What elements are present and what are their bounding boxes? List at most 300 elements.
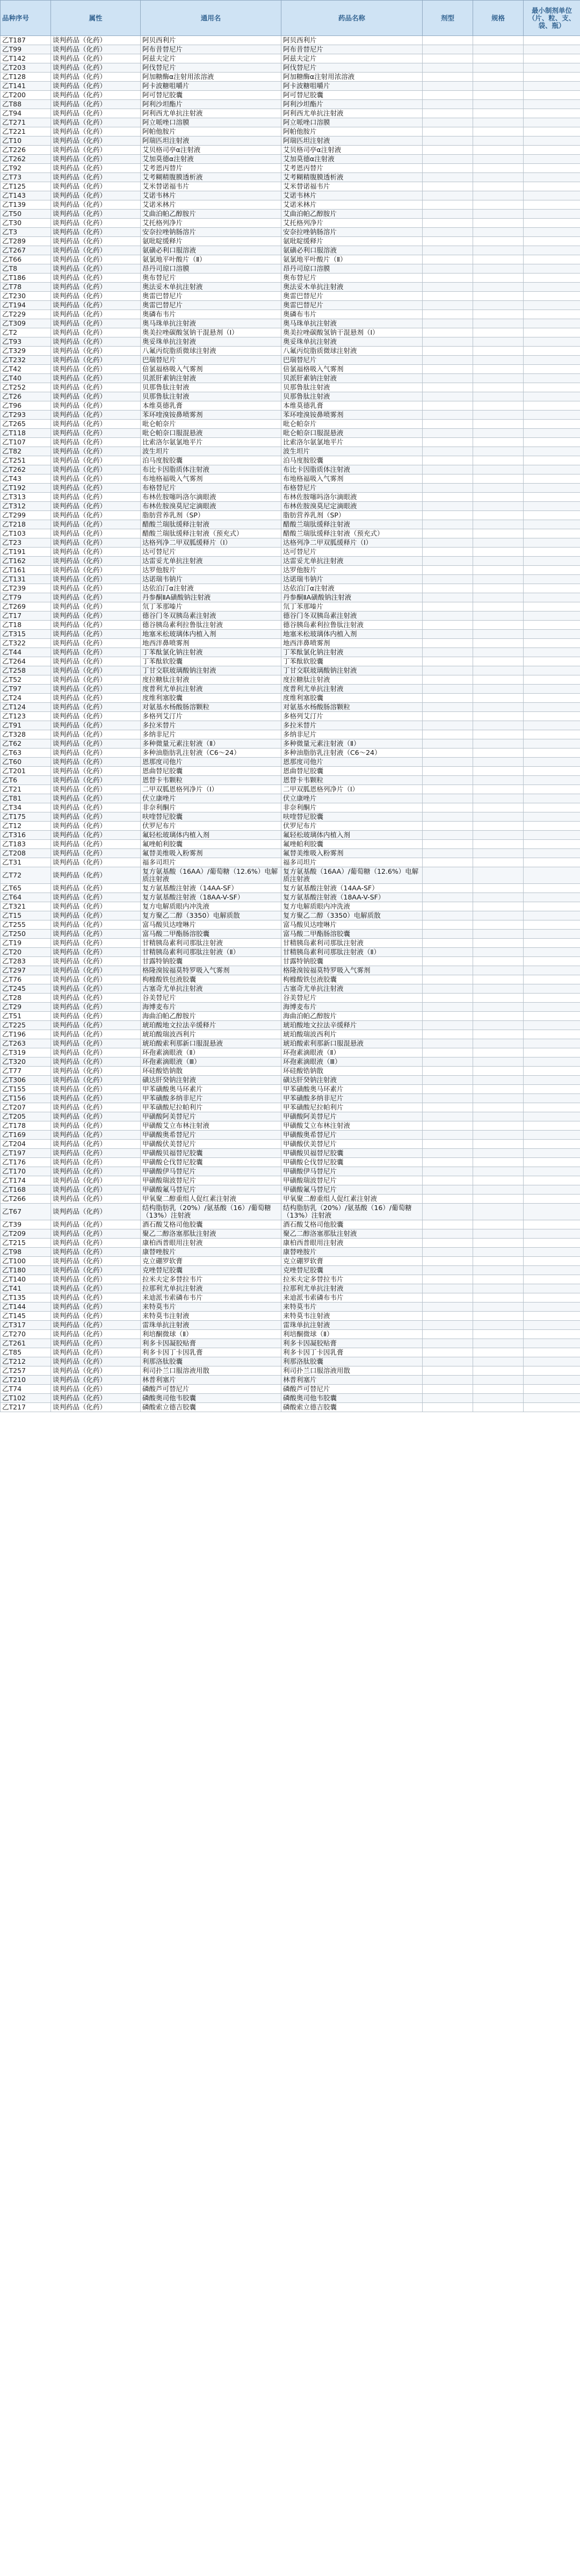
cell-specification — [473, 920, 524, 930]
cell-specification — [473, 274, 524, 283]
cell-dosage-form — [423, 511, 473, 520]
cell-specification — [473, 930, 524, 939]
cell-code: 乙T43 — [1, 474, 51, 484]
cell-generic-name: 阿兹夫定片 — [141, 54, 281, 63]
cell-attribute: 谈判药品（化药） — [51, 429, 141, 438]
cell-generic-name: 艾考恩丙替片 — [141, 164, 281, 173]
cell-min-unit — [524, 529, 580, 538]
table-row — [1, 858, 580, 867]
cell-attribute: 谈判药品（化药） — [51, 1176, 141, 1185]
cell-code: 乙T102 — [1, 1394, 51, 1403]
cell-min-unit — [524, 767, 580, 776]
cell-code: 乙T39 — [1, 1220, 51, 1229]
cell-min-unit — [524, 893, 580, 902]
cell-dosage-form — [423, 1366, 473, 1376]
cell-min-unit — [524, 1339, 580, 1348]
cell-code: 乙T191 — [1, 548, 51, 557]
cell-min-unit — [524, 392, 580, 401]
cell-code: 乙T225 — [1, 1021, 51, 1030]
cell-min-unit — [524, 1357, 580, 1366]
table-row — [1, 1103, 580, 1112]
cell-generic-name: 甲苯磺酸多纳非尼片 — [141, 1094, 281, 1103]
cell-code: 乙T197 — [1, 1149, 51, 1158]
cell-drug-name: 林普利塞片 — [281, 1376, 423, 1385]
cell-attribute: 谈判药品（化药） — [51, 520, 141, 529]
cell-drug-name: 磷酸奥司他韦胶囊 — [281, 1394, 423, 1403]
cell-generic-name: 艾诺韦林片 — [141, 191, 281, 200]
cell-specification — [473, 465, 524, 474]
cell-specification — [473, 118, 524, 127]
cell-generic-name: 恩曲替尼胶囊 — [141, 767, 281, 776]
cell-dosage-form — [423, 319, 473, 328]
cell-attribute: 谈判药品（化药） — [51, 1003, 141, 1012]
cell-dosage-form — [423, 237, 473, 246]
cell-specification — [473, 474, 524, 484]
cell-drug-name: 古塞奇尤单抗注射液 — [281, 984, 423, 994]
cell-specification — [473, 767, 524, 776]
cell-attribute: 谈判药品（化药） — [51, 401, 141, 411]
cell-specification — [473, 328, 524, 337]
cell-attribute: 谈判药品（化药） — [51, 767, 141, 776]
cell-specification — [473, 975, 524, 984]
cell-code: 乙T66 — [1, 255, 51, 264]
table-row — [1, 1039, 580, 1048]
cell-attribute: 谈判药品（化药） — [51, 785, 141, 794]
cell-specification — [473, 1376, 524, 1385]
cell-code: 乙T88 — [1, 100, 51, 109]
table-row — [1, 374, 580, 383]
cell-generic-name: 康替唑胺片 — [141, 1248, 281, 1257]
cell-code: 乙T94 — [1, 109, 51, 118]
cell-drug-name: 阿加糖酶α注射用浓溶液 — [281, 73, 423, 82]
cell-specification — [473, 822, 524, 831]
cell-code: 乙T205 — [1, 1112, 51, 1121]
cell-min-unit — [524, 1204, 580, 1220]
cell-dosage-form — [423, 292, 473, 301]
cell-code: 乙T8 — [1, 264, 51, 274]
cell-drug-name: 奥美拉唑碳酸氢钠干混悬剂（Ⅰ） — [281, 328, 423, 337]
cell-dosage-form — [423, 911, 473, 920]
cell-drug-name: 琥珀酸地文拉法辛缓释片 — [281, 1021, 423, 1030]
cell-specification — [473, 447, 524, 456]
cell-generic-name: 恩替卡韦颗粒 — [141, 776, 281, 785]
table-row — [1, 1303, 580, 1312]
cell-dosage-form — [423, 456, 473, 465]
cell-attribute: 谈判药品（化药） — [51, 255, 141, 264]
cell-attribute: 谈判药品（化药） — [51, 456, 141, 465]
cell-drug-name: 倍氯福格吸入气雾剂 — [281, 365, 423, 374]
cell-drug-name: 波生坦片 — [281, 447, 423, 456]
table-row — [1, 319, 580, 328]
cell-drug-name: 阿可替尼胶囊 — [281, 91, 423, 100]
cell-generic-name: 丁甘交联玻璃酸钠注射液 — [141, 666, 281, 675]
cell-specification — [473, 548, 524, 557]
cell-drug-name: 琥珀酸索利那新口服混悬液 — [281, 1039, 423, 1048]
cell-drug-name: 多种微量元素注射液（Ⅱ） — [281, 739, 423, 749]
cell-specification — [473, 493, 524, 502]
cell-min-unit — [524, 1284, 580, 1293]
cell-min-unit — [524, 1176, 580, 1185]
cell-specification — [473, 63, 524, 73]
cell-drug-name: 地西泮鼻喷雾剂 — [281, 639, 423, 648]
table-row — [1, 1394, 580, 1403]
cell-generic-name: 阿帕他胺片 — [141, 127, 281, 136]
cell-dosage-form — [423, 63, 473, 73]
cell-specification — [473, 957, 524, 966]
cell-drug-name: 康柏西普眼用注射液 — [281, 1239, 423, 1248]
table-row — [1, 1140, 580, 1149]
cell-code: 乙T145 — [1, 1312, 51, 1321]
cell-specification — [473, 1348, 524, 1357]
table-row — [1, 283, 580, 292]
cell-generic-name: 伏罗尼布片 — [141, 822, 281, 831]
cell-attribute: 谈判药品（化药） — [51, 794, 141, 803]
cell-drug-name: 氟替美维吸入粉雾剂 — [281, 849, 423, 858]
cell-dosage-form — [423, 411, 473, 420]
cell-min-unit — [524, 1266, 580, 1275]
cell-code: 乙T210 — [1, 1376, 51, 1385]
cell-code: 乙T239 — [1, 584, 51, 593]
cell-code: 乙T140 — [1, 1275, 51, 1284]
cell-drug-name: 甲磺酸艾立布林注射液 — [281, 1121, 423, 1131]
cell-generic-name: 阿瑞匹坦注射液 — [141, 136, 281, 146]
cell-code: 乙T315 — [1, 630, 51, 639]
cell-attribute: 谈判药品（化药） — [51, 1149, 141, 1158]
cell-attribute: 谈判药品（化药） — [51, 1303, 141, 1312]
cell-generic-name: 地塞米松玻璃体内植入剂 — [141, 630, 281, 639]
table-row — [1, 812, 580, 822]
cell-code: 乙T176 — [1, 1158, 51, 1167]
table-row — [1, 1266, 580, 1275]
cell-dosage-form — [423, 255, 473, 264]
cell-dosage-form — [423, 675, 473, 685]
cell-code: 乙T125 — [1, 182, 51, 191]
cell-generic-name: 磷酸索立德吉胶囊 — [141, 1403, 281, 1412]
cell-attribute: 谈判药品（化药） — [51, 730, 141, 739]
cell-code: 乙T141 — [1, 82, 51, 91]
table-row — [1, 200, 580, 210]
cell-dosage-form — [423, 1248, 473, 1257]
cell-min-unit — [524, 228, 580, 237]
cell-attribute: 谈判药品（化药） — [51, 82, 141, 91]
cell-generic-name: 醋酸兰瑞肽缓释注射液（预充式） — [141, 529, 281, 538]
cell-specification — [473, 337, 524, 347]
cell-drug-name: 来迪派韦索磷布韦片 — [281, 1293, 423, 1303]
cell-attribute: 谈判药品（化药） — [51, 310, 141, 319]
cell-generic-name: 奥美拉唑碳酸氢钠干混悬剂（Ⅰ） — [141, 328, 281, 337]
cell-dosage-form — [423, 767, 473, 776]
cell-min-unit — [524, 164, 580, 173]
cell-code: 乙T124 — [1, 703, 51, 712]
cell-code: 乙T255 — [1, 920, 51, 930]
cell-drug-name: 聚乙二醇洛塞那肽注射液 — [281, 1229, 423, 1239]
cell-drug-name: 氟唑帕利胶囊 — [281, 840, 423, 849]
cell-specification — [473, 529, 524, 538]
cell-generic-name: 贝派肝素钠注射液 — [141, 374, 281, 383]
cell-drug-name: 阿卡波糖咀嚼片 — [281, 82, 423, 91]
cell-dosage-form — [423, 182, 473, 191]
cell-code: 乙T79 — [1, 593, 51, 602]
cell-specification — [473, 849, 524, 858]
cell-dosage-form — [423, 639, 473, 648]
cell-drug-name: 艾曲泊帕乙醇胺片 — [281, 210, 423, 219]
cell-code: 乙T103 — [1, 529, 51, 538]
cell-attribute: 谈判药品（化药） — [51, 984, 141, 994]
cell-specification — [473, 1121, 524, 1131]
cell-attribute: 谈判药品（化药） — [51, 365, 141, 374]
table-row — [1, 930, 580, 939]
cell-min-unit — [524, 984, 580, 994]
table-row — [1, 721, 580, 730]
cell-attribute: 谈判药品（化药） — [51, 611, 141, 621]
cell-specification — [473, 893, 524, 902]
cell-generic-name: 琥珀酸地文拉法辛缓释片 — [141, 1021, 281, 1030]
cell-attribute: 谈判药品（化药） — [51, 749, 141, 758]
cell-dosage-form — [423, 930, 473, 939]
cell-code: 乙T143 — [1, 191, 51, 200]
table-row — [1, 984, 580, 994]
cell-drug-name: 甲磺酸仑伐替尼胶囊 — [281, 1158, 423, 1167]
cell-min-unit — [524, 712, 580, 721]
cell-specification — [473, 939, 524, 948]
cell-attribute: 谈判药品（化药） — [51, 1394, 141, 1403]
cell-drug-name: 甲磺酸氟马替尼片 — [281, 1185, 423, 1195]
cell-code: 乙T196 — [1, 1030, 51, 1039]
cell-dosage-form — [423, 429, 473, 438]
table-row — [1, 1012, 580, 1021]
cell-generic-name: 磷酸芦可替尼片 — [141, 1385, 281, 1394]
cell-specification — [473, 621, 524, 630]
cell-specification — [473, 255, 524, 264]
cell-min-unit — [524, 1158, 580, 1167]
cell-specification — [473, 401, 524, 411]
cell-min-unit — [524, 246, 580, 255]
cell-min-unit — [524, 776, 580, 785]
cell-min-unit — [524, 1003, 580, 1012]
cell-attribute: 谈判药品（化药） — [51, 948, 141, 957]
table-row — [1, 994, 580, 1003]
table-row — [1, 776, 580, 785]
cell-attribute: 谈判药品（化药） — [51, 939, 141, 948]
cell-min-unit — [524, 721, 580, 730]
cell-drug-name: 阿利沙坦酯片 — [281, 100, 423, 109]
cell-code: 乙T40 — [1, 374, 51, 383]
table-row — [1, 822, 580, 831]
cell-attribute: 谈判药品（化药） — [51, 1076, 141, 1085]
cell-generic-name: 达罗他胺片 — [141, 566, 281, 575]
cell-code: 乙T63 — [1, 749, 51, 758]
cell-generic-name: 利多卡因丁卡因乳膏 — [141, 1348, 281, 1357]
cell-attribute: 谈判药品（化药） — [51, 1239, 141, 1248]
cell-attribute: 谈判药品（化药） — [51, 858, 141, 867]
cell-min-unit — [524, 840, 580, 849]
table-row — [1, 948, 580, 957]
cell-attribute: 谈判药品（化药） — [51, 1330, 141, 1339]
cell-dosage-form — [423, 474, 473, 484]
cell-dosage-form — [423, 1140, 473, 1149]
cell-dosage-form — [423, 1266, 473, 1275]
cell-code: 乙T250 — [1, 930, 51, 939]
cell-dosage-form — [423, 584, 473, 593]
cell-generic-name: 阿利西尤单抗注射液 — [141, 109, 281, 118]
cell-generic-name: 利多卡因凝胶贴膏 — [141, 1339, 281, 1348]
cell-attribute: 谈判药品（化药） — [51, 840, 141, 849]
cell-dosage-form — [423, 1085, 473, 1094]
cell-attribute: 谈判药品（化药） — [51, 54, 141, 63]
cell-code: 乙T139 — [1, 200, 51, 210]
cell-min-unit — [524, 858, 580, 867]
cell-dosage-form — [423, 1021, 473, 1030]
cell-drug-name: 多格列艾汀片 — [281, 712, 423, 721]
cell-min-unit — [524, 274, 580, 283]
cell-dosage-form — [423, 283, 473, 292]
cell-drug-name: 海博麦布片 — [281, 1003, 423, 1012]
cell-drug-name: 阿利西尤单抗注射液 — [281, 109, 423, 118]
cell-attribute: 谈判药品（化药） — [51, 575, 141, 584]
cell-dosage-form — [423, 155, 473, 164]
cell-generic-name: 达可替尼片 — [141, 548, 281, 557]
cell-attribute: 谈判药品（化药） — [51, 493, 141, 502]
cell-dosage-form — [423, 219, 473, 228]
cell-generic-name: 阿立哌唑口溶膜 — [141, 118, 281, 127]
cell-specification — [473, 749, 524, 758]
cell-generic-name: 呋喹替尼胶囊 — [141, 812, 281, 822]
cell-generic-name: 甲磺酸艾立布林注射液 — [141, 1121, 281, 1131]
table-row — [1, 1385, 580, 1394]
table-row — [1, 246, 580, 255]
cell-attribute: 谈判药品（化药） — [51, 109, 141, 118]
table-row — [1, 383, 580, 392]
table-row — [1, 1312, 580, 1321]
cell-generic-name: 来特莫韦注射液 — [141, 1312, 281, 1321]
cell-min-unit — [524, 100, 580, 109]
table-row — [1, 602, 580, 611]
cell-attribute: 谈判药品（化药） — [51, 1403, 141, 1412]
cell-specification — [473, 1330, 524, 1339]
cell-code: 乙T156 — [1, 1094, 51, 1103]
cell-generic-name: 巴瑞替尼片 — [141, 356, 281, 365]
cell-code: 乙T41 — [1, 1284, 51, 1293]
cell-attribute: 谈判药品（化药） — [51, 347, 141, 356]
cell-generic-name: 甲磺酸伊马替尼片 — [141, 1167, 281, 1176]
cell-drug-name: 丁苯酞氯化钠注射液 — [281, 648, 423, 657]
cell-specification — [473, 392, 524, 401]
cell-dosage-form — [423, 82, 473, 91]
cell-code: 乙T169 — [1, 1131, 51, 1140]
cell-dosage-form — [423, 310, 473, 319]
cell-drug-name: 丁苯酞软胶囊 — [281, 657, 423, 666]
cell-dosage-form — [423, 685, 473, 694]
cell-specification — [473, 1158, 524, 1167]
cell-specification — [473, 484, 524, 493]
cell-dosage-form — [423, 1067, 473, 1076]
cell-drug-name: 雷珠单抗注射液 — [281, 1321, 423, 1330]
cell-specification — [473, 657, 524, 666]
cell-specification — [473, 411, 524, 420]
cell-drug-name: 甘精胰岛素利司那肽注射液（Ⅱ） — [281, 948, 423, 957]
cell-code: 乙T319 — [1, 1048, 51, 1057]
table-row — [1, 411, 580, 420]
table-row — [1, 611, 580, 621]
cell-dosage-form — [423, 1239, 473, 1248]
cell-generic-name: 利那洛肽胶囊 — [141, 1357, 281, 1366]
table-row — [1, 1366, 580, 1376]
table-row — [1, 1229, 580, 1239]
table-row — [1, 36, 580, 45]
cell-dosage-form — [423, 1257, 473, 1266]
cell-min-unit — [524, 1167, 580, 1176]
cell-min-unit — [524, 337, 580, 347]
cell-code: 乙T98 — [1, 1248, 51, 1257]
cell-drug-name: 丹参酮ⅡA磺酸钠注射液 — [281, 593, 423, 602]
cell-min-unit — [524, 849, 580, 858]
cell-generic-name: 琥珀酸瑞波西利片 — [141, 1030, 281, 1039]
cell-attribute: 谈判药品（化药） — [51, 146, 141, 155]
cell-code: 乙T107 — [1, 438, 51, 447]
cell-min-unit — [524, 557, 580, 566]
cell-drug-name: 康替唑胺片 — [281, 1248, 423, 1257]
cell-drug-name: 苯环喹溴铵鼻喷雾剂 — [281, 411, 423, 420]
cell-min-unit — [524, 447, 580, 456]
header-attribute: 属性 — [51, 1, 141, 36]
cell-code: 乙T44 — [1, 648, 51, 657]
cell-dosage-form — [423, 100, 473, 109]
cell-min-unit — [524, 639, 580, 648]
cell-code: 乙T261 — [1, 1339, 51, 1348]
cell-specification — [473, 1167, 524, 1176]
table-row — [1, 237, 580, 246]
cell-code: 乙T82 — [1, 447, 51, 456]
cell-specification — [473, 566, 524, 575]
cell-drug-name: 奥马珠单抗注射液 — [281, 319, 423, 328]
cell-generic-name: 来迪派韦索磷布韦片 — [141, 1293, 281, 1303]
cell-drug-name: 复方氨基酸（16AA）/葡萄糖（12.6%）电解质注射液 — [281, 867, 423, 884]
cell-dosage-form — [423, 91, 473, 100]
cell-attribute: 谈判药品（化药） — [51, 292, 141, 301]
cell-attribute: 谈判药品（化药） — [51, 164, 141, 173]
cell-drug-name: 阿贝西利片 — [281, 36, 423, 45]
table-body — [1, 36, 580, 1412]
cell-code: 乙T60 — [1, 758, 51, 767]
header-code: 品种序号 — [1, 1, 51, 36]
cell-min-unit — [524, 611, 580, 621]
cell-specification — [473, 237, 524, 246]
cell-code: 乙T230 — [1, 292, 51, 301]
cell-code: 乙T269 — [1, 602, 51, 611]
cell-min-unit — [524, 630, 580, 639]
cell-generic-name: 奥妥珠单抗注射液 — [141, 337, 281, 347]
cell-min-unit — [524, 438, 580, 447]
cell-attribute: 谈判药品（化药） — [51, 100, 141, 109]
cell-dosage-form — [423, 1403, 473, 1412]
cell-drug-name: 达可替尼片 — [281, 548, 423, 557]
cell-drug-name: 多种油脂肪乳注射液（C6～24） — [281, 749, 423, 758]
cell-drug-name: 多拉米替片 — [281, 721, 423, 730]
cell-attribute: 谈判药品（化药） — [51, 1094, 141, 1103]
table-row — [1, 484, 580, 493]
cell-dosage-form — [423, 347, 473, 356]
cell-code: 乙T26 — [1, 392, 51, 401]
table-row — [1, 45, 580, 54]
cell-drug-name: 利司扑兰口服溶液用散 — [281, 1366, 423, 1376]
cell-min-unit — [524, 191, 580, 200]
cell-min-unit — [524, 365, 580, 374]
cell-drug-name: 福多司坦片 — [281, 858, 423, 867]
cell-min-unit — [524, 1030, 580, 1039]
cell-dosage-form — [423, 73, 473, 82]
cell-min-unit — [524, 548, 580, 557]
cell-generic-name: 二甲双胍恩格列净片（Ⅰ） — [141, 785, 281, 794]
